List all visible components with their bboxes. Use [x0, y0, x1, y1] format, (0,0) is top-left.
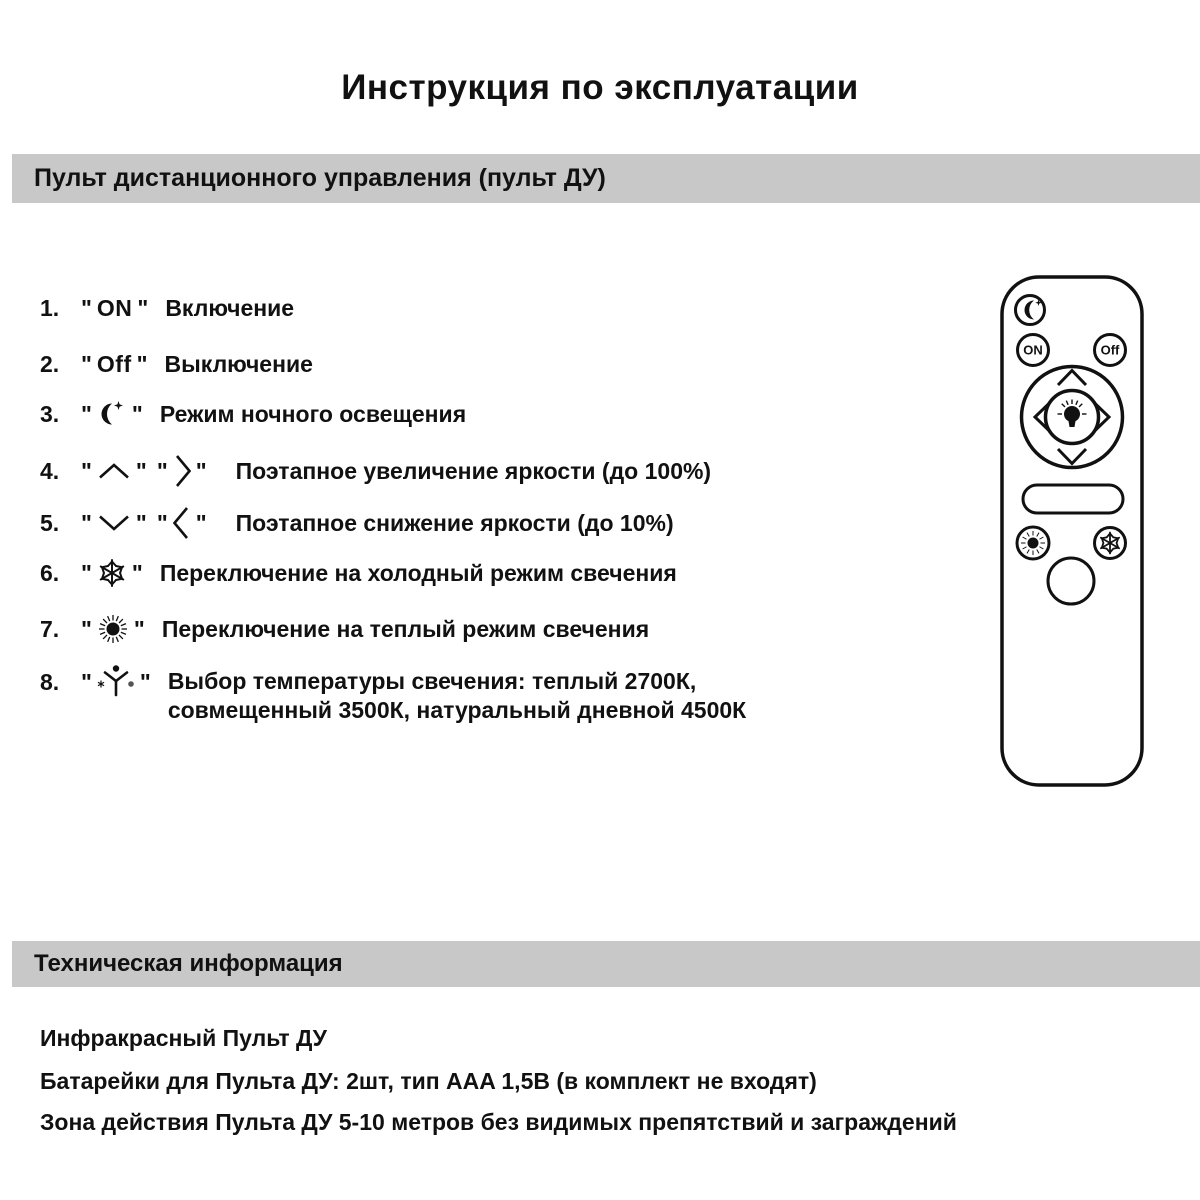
item-number: 6.: [40, 560, 60, 586]
cct-select-icon: [97, 664, 135, 700]
sun-icon: [97, 613, 129, 645]
item-label: [168, 667, 746, 725]
svg-text:Off: Off: [1100, 342, 1120, 358]
chevron-right-icon: [173, 453, 191, 489]
remote-control-illustration: [998, 273, 1148, 793]
quote-mark: ": [135, 458, 147, 484]
section-header-tech: [12, 941, 1200, 987]
item-number: 8.: [40, 669, 60, 695]
quote-mark: ": [133, 616, 145, 642]
quote-mark: ": [81, 458, 92, 484]
on-token: ON: [96, 295, 133, 321]
section-header-tech-label: Техническая информация: [34, 950, 343, 977]
quote-mark: ": [81, 351, 92, 377]
svg-text:ON: ON: [1023, 342, 1043, 358]
item-label: Переключение на теплый режим свечения: [161, 616, 650, 642]
list-item-on: [40, 293, 294, 323]
quote-mark: ": [139, 669, 151, 695]
item-label: Включение: [165, 295, 295, 321]
quote-mark: ": [156, 510, 168, 536]
item-label-line1: Выбор температуры свечения: теплый 2700К,: [167, 668, 697, 694]
quote-mark: ": [131, 401, 143, 427]
chevron-up-icon: [97, 462, 131, 480]
quote-mark: ": [81, 510, 92, 536]
quote-mark: ": [81, 401, 92, 427]
quote-mark: ": [81, 295, 92, 321]
item-label: Переключение на холодный режим свечения: [159, 560, 677, 586]
item-number: 5.: [40, 510, 60, 536]
item-label: Поэтапное увеличение яркости (до 100%): [235, 458, 712, 484]
chevron-down-icon: [97, 514, 131, 532]
item-number: 3.: [40, 401, 60, 427]
warm-mode-button: [1017, 527, 1049, 559]
section-header-remote-label: Пульт дистанционного управления (пульт ДУ): [34, 164, 606, 192]
tech-line-range: Зона действия Пульта ДУ 5-10 метров без видимых препятствий и заграждений: [40, 1109, 957, 1135]
quote-mark: ": [135, 510, 147, 536]
item-label: Поэтапное снижение яркости (до 10%): [235, 510, 674, 536]
quote-mark: ": [131, 560, 143, 586]
item-number: 7.: [40, 616, 60, 642]
quote-mark: ": [195, 458, 207, 484]
list-item-off: [40, 349, 313, 379]
item-label: Режим ночного освещения: [159, 401, 467, 427]
tech-line-ir-remote: Инфракрасный Пульт ДУ: [40, 1025, 327, 1051]
quote-mark: ": [81, 669, 92, 695]
quote-mark: ": [81, 560, 92, 586]
section-header-remote: [12, 154, 1200, 203]
crescent-moon-icon: [97, 400, 127, 428]
list-item-night-mode: [40, 399, 466, 429]
item-number: 4.: [40, 458, 60, 484]
list-item-cold-mode: [40, 558, 677, 588]
quote-mark: ": [81, 616, 92, 642]
tech-line-batteries: Батарейки для Пульта ДУ: 2шт, тип AAA 1,5В (в комплект не входят): [40, 1068, 817, 1094]
quote-mark: ": [156, 458, 168, 484]
list-item-cct-select: [40, 667, 746, 725]
list-item-warm-mode: [40, 613, 649, 645]
snowflake-icon: [97, 558, 127, 588]
quote-mark: ": [136, 351, 148, 377]
page-title: Инструкция по эксплуатации: [341, 68, 859, 107]
off-token: Off: [96, 351, 132, 377]
item-label-line2: совмещенный 3500К, натуральный дневной 4500К: [167, 697, 747, 723]
chevron-left-icon: [173, 505, 191, 541]
item-number: 1.: [40, 295, 60, 321]
quote-mark: ": [137, 295, 149, 321]
sun-icon: [1028, 538, 1039, 549]
quote-mark: ": [195, 510, 207, 536]
list-item-brightness-up: [40, 453, 711, 489]
list-item-brightness-down: [40, 505, 674, 541]
item-number: 2.: [40, 351, 60, 377]
item-label: Выключение: [164, 351, 313, 377]
